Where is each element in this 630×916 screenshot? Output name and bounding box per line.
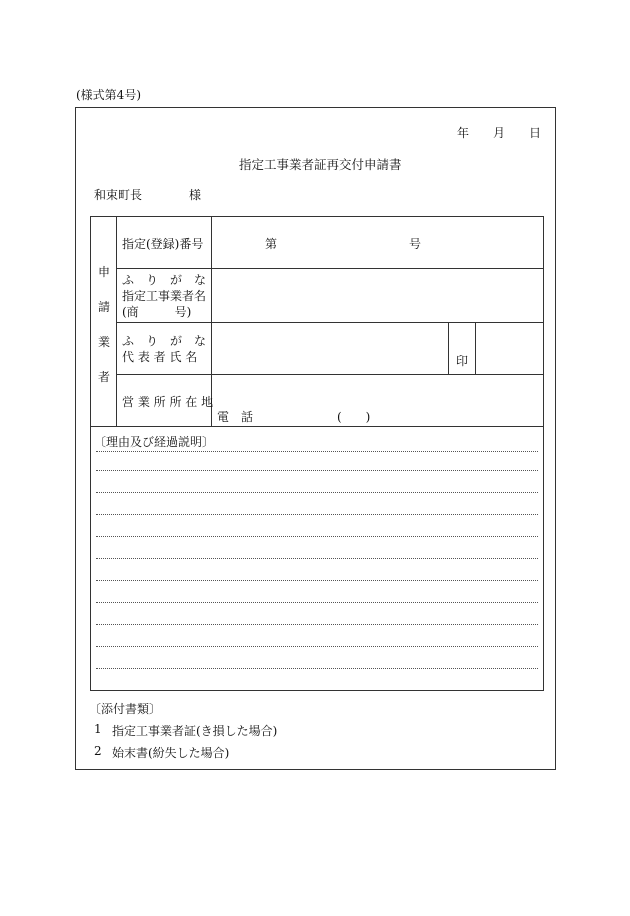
attachment-text-1: 指定工事業者証(き損した場合) xyxy=(112,724,278,738)
attachments-heading: 〔添付書類〕 xyxy=(89,702,162,716)
addressee-honorific: 様 xyxy=(189,188,202,202)
reason-label: 〔理由及び経過説明〕 xyxy=(94,435,215,449)
representative-label: 代 表 者 氏 名 xyxy=(122,350,198,364)
attachment-num-1: 1 xyxy=(94,722,102,736)
representative-furigana: ふ り が な xyxy=(122,334,207,348)
seal-mark: 印 xyxy=(456,354,469,368)
registration-number-prefix: 第 xyxy=(265,237,278,251)
applicant-label-1: 申 xyxy=(98,265,111,279)
applicant-label-4: 者 xyxy=(98,370,111,384)
applicant-label-3: 業 xyxy=(98,335,111,349)
office-address-label: 営 業 所 所 在 地 xyxy=(122,395,214,409)
addressee-name: 和束町長 xyxy=(94,188,143,202)
registration-number-suffix: 号 xyxy=(409,237,422,251)
phone-label: 電 話 xyxy=(217,410,254,424)
registration-number-label: 指定(登録)番号 xyxy=(122,237,204,251)
date-day: 日 xyxy=(529,126,542,140)
form-number: (様式第4号) xyxy=(76,88,141,102)
page-title: 指定工事業者証再交付申請書 xyxy=(239,157,402,172)
attachment-text-2: 始末書(紛失した場合) xyxy=(112,746,230,760)
applicant-label-2: 請 xyxy=(98,300,111,314)
phone-parens: ( ) xyxy=(337,410,371,424)
business-name-trade-name: (商 号) xyxy=(122,305,192,319)
business-name-furigana: ふ り が な xyxy=(122,273,207,287)
attachment-num-2: 2 xyxy=(94,744,102,758)
business-name-label: 指定工事業者名 xyxy=(122,289,207,303)
date-month: 月 xyxy=(493,126,506,140)
date-year: 年 xyxy=(457,126,470,140)
